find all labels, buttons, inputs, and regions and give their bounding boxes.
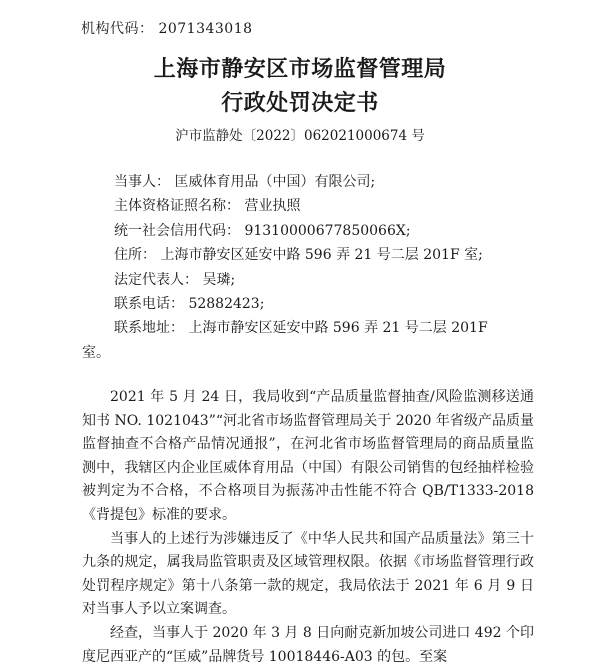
- paragraph: 2021 年 5 月 24 日，我局收到“产品质量监督抽查/风险监测移送通知书 NO. 1021043”“河北省市场监督管理局关于 2020 年省级产品质量监督抽查不合格产品情况通报”，在河北省市场监督管理局的商品质量监测中，我辖区内企业匡威体育用品（中国）有限公司销售的包经抽样检验被判定为不合格，不合格项目为振荡冲击性能不符合 QB/T1333-2018《背提包》标准的要求。: [82, 389, 534, 523]
- paragraph: 当事人的上述行为涉嫌违反了《中华人民共和国产品质量法》第三十九条的规定，属我局监管职责及区域管理权限。依据《市场监督管理行政处罚程序规定》第十八条第一款的规定，我局依法于 2021 年 6 月 9 日对当事人予以立案调查。: [82, 530, 534, 618]
- party-contact-address: 联系地址： 上海市静安区延安中路 596 弄 21 号二层 201F: [114, 320, 488, 337]
- party-cert-name: 主体资格证照名称： 营业执照: [114, 198, 301, 215]
- decision-body: [82, 386, 534, 669]
- party-phone: 联系电话： 52882423;: [114, 296, 265, 313]
- party-name: 当事人： 匡威体育用品（中国）有限公司;: [114, 174, 376, 190]
- party-address: 住所： 上海市静安区延安中路 596 弄 21 号二层 201F 室;: [114, 247, 483, 264]
- document-type-title: 行政处罚决定书: [221, 90, 379, 116]
- agency-title: 上海市静安区市场监督管理局: [153, 56, 447, 82]
- party-legal-rep: 法定代表人： 吴璘;: [114, 271, 236, 288]
- party-contact-address-tail: 室。: [82, 344, 110, 361]
- document-number: 沪市监静处〔2022〕062021000674 号: [175, 128, 425, 144]
- party-credit-code: 统一社会信用代码： 91310000677850066X;: [114, 222, 411, 239]
- party-info: [82, 170, 534, 365]
- paragraph: 经查，当事人于 2020 年 3 月 8 日向耐克新加坡公司进口 492 个印度尼西亚产的“匡威”品牌货号 10018446-A03 的包。至案: [82, 624, 534, 665]
- org-code: 机构代码： 2071343018: [81, 21, 253, 37]
